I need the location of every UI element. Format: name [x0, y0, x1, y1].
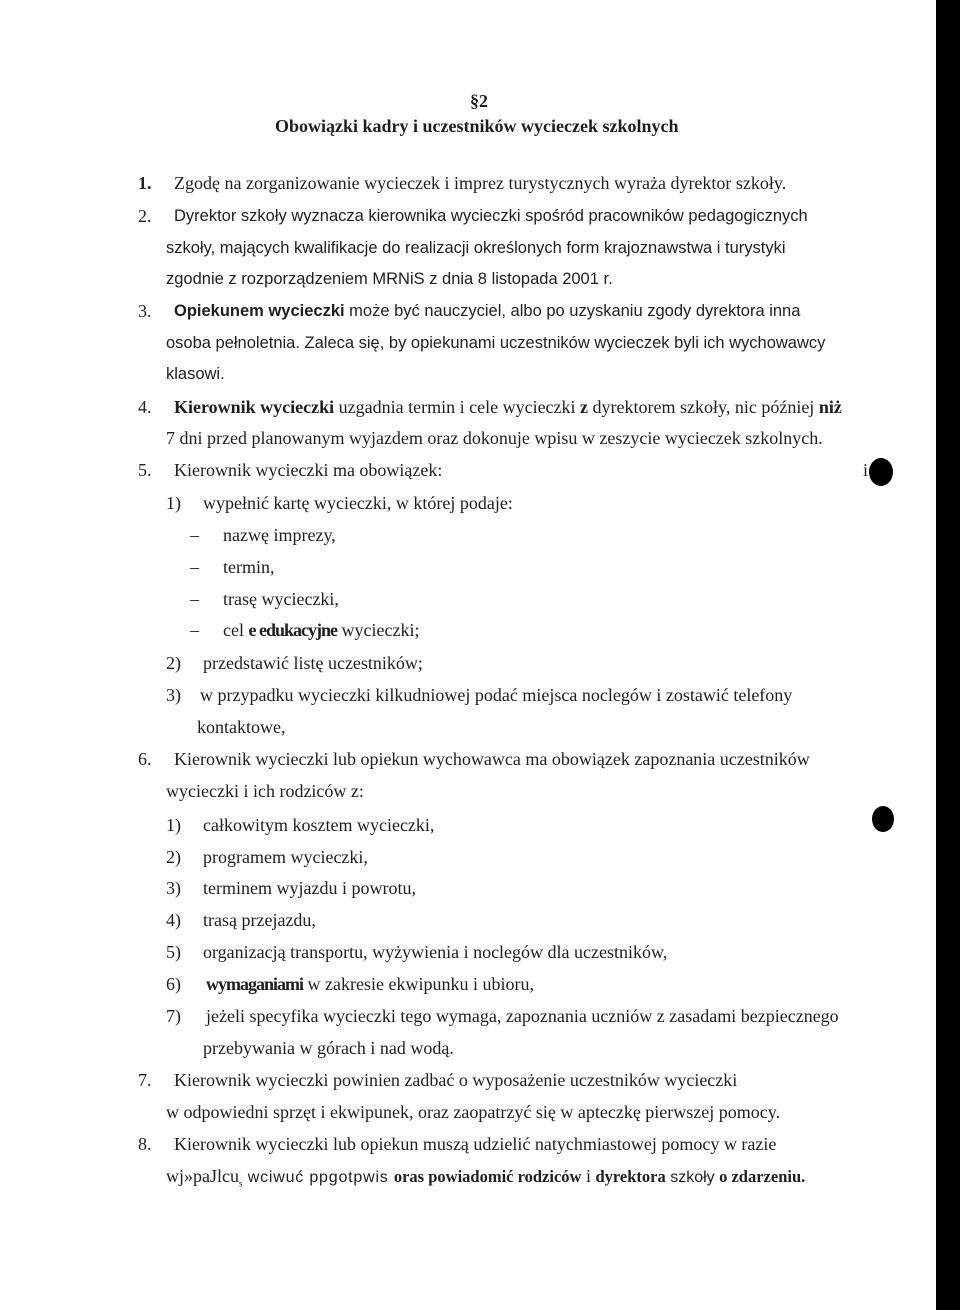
item-number: 2) — [166, 653, 181, 673]
item-number: 8. — [138, 1134, 152, 1154]
paragraph-6-line-1: Kierownik wycieczki lub opiekun wychowawca ma obowiązek zapoznania uczestników — [174, 749, 810, 769]
paragraph-6-line-2: wycieczki i ich rodziców z: — [166, 781, 364, 801]
paragraph-7-line-2: w odpowiedni sprzęt i ekwipunek, oraz zaopatrzyć się w apteczkę pierwszej pomocy. — [166, 1102, 781, 1122]
dash-bullet: – — [190, 620, 199, 640]
item-number: 1. — [138, 173, 152, 193]
list-item: całkowitym kosztem wycieczki, — [203, 815, 435, 835]
bold-text: Kierownik wycieczki — [174, 397, 335, 417]
bold-text: oras powiadomić rodziców — [393, 1167, 582, 1186]
item-number: 7) — [166, 1006, 181, 1026]
list-item: trasą przejazdu, — [203, 910, 316, 930]
item-number: 7. — [138, 1070, 152, 1090]
paragraph-5: Kierownik wycieczki ma obowiązek: — [174, 460, 443, 480]
list-item: terminem wyjazdu i powrotu, — [203, 878, 416, 898]
text: uzgadnia termin i cele wycieczki — [334, 397, 581, 417]
paragraph-2-line-2: szkoły, mających kwalifikacje do realizacji określonych form krajoznawstwa i turystyki — [166, 239, 786, 257]
bold-text: Opiekunem wycieczki — [174, 302, 345, 320]
dash-bullet: – — [190, 525, 199, 545]
punch-hole-mark — [872, 806, 894, 832]
item-number: 6. — [138, 749, 152, 769]
dash-bullet: – — [190, 557, 199, 577]
paragraph-1: Zgodę na zorganizowanie wycieczek i imprez turystycznych wyraża dyrektor szkoły. — [174, 173, 787, 193]
text: cel — [223, 620, 249, 640]
text: wycieczki; — [336, 620, 420, 640]
list-item: przedstawić listę uczestników; — [203, 653, 423, 673]
item-number: 5) — [166, 942, 181, 962]
paragraph-8-line-2 — [166, 1165, 805, 1195]
list-item-line-1: w przypadku wycieczki kilkudniowej podać miejsca noclegów i zostawić telefony — [200, 685, 793, 705]
paragraph-2-line-1: Dyrektor szkoły wyznacza kierownika wycieczki spośród pracowników pedagogicznych — [174, 207, 808, 225]
item-number: 5. — [138, 460, 152, 480]
list-item-line-2: kontaktowe, — [197, 717, 286, 737]
item-number: 2) — [166, 847, 181, 867]
list-item: wypełnić kartę wycieczki, w której podaje: — [203, 493, 513, 513]
paragraph-4-line-2: 7 dni przed planowanym wyjazdem oraz dokonuje wpisu w zeszycie wycieczek szkolnych. — [166, 428, 823, 448]
bold-text: niż — [818, 397, 842, 417]
item-number: 6) — [166, 974, 181, 994]
item-number: 2. — [138, 206, 152, 226]
list-item-line-1: jeżeli specyfika wycieczki tego wymaga, zapoznania uczniów z zasadami bezpiecznego — [206, 1006, 839, 1026]
page-title: Obowiązki kadry i uczestników wycieczek szkolnych — [275, 116, 679, 136]
bold-text: e edukacyjne — [248, 620, 337, 640]
item-number: 3) — [166, 878, 181, 898]
paragraph-4-line-1 — [174, 396, 842, 418]
scan-edge-bar — [936, 0, 960, 1310]
item-number: 4. — [138, 397, 152, 417]
item-number: 3. — [138, 301, 152, 321]
list-item: programem wycieczki, — [203, 847, 368, 867]
section-number: §2 — [470, 91, 488, 111]
text: szkoły — [665, 1169, 720, 1186]
list-item: organizacją transportu, wyżywienia i noclegów dla uczestników, — [203, 942, 668, 962]
paragraph-8-line-1: Kierownik wycieczki lub opiekun muszą udzielić natychmiastowej pomocy w razie — [174, 1134, 777, 1154]
paragraph-7-line-1: Kierownik wycieczki powinien zadbać o wyposażenie uczestników wycieczki — [174, 1070, 738, 1090]
paragraph-3-line-1 — [174, 300, 800, 322]
text: wj»paJlcu — [166, 1166, 239, 1186]
text: i — [581, 1166, 596, 1186]
bold-text: z — [580, 397, 589, 417]
text: może być nauczyciel, albo po uzyskaniu zgody dyrektora inna — [344, 302, 801, 320]
sub-list-item: termin, — [223, 557, 275, 577]
bold-text: o zdarzeniu. — [719, 1167, 806, 1186]
margin-mark: i — [863, 460, 869, 480]
dash-bullet: – — [190, 589, 199, 609]
list-item-line-2: przebywania w górach i nad wodą. — [203, 1038, 454, 1058]
paragraph-2-line-3: zgodnie z rozporządzeniem MRNiS z dnia 8 listopada 2001 r. — [166, 270, 613, 288]
item-number: 1) — [166, 815, 181, 835]
text: wciwuć ppgotpwis — [242, 1169, 394, 1186]
text: dyrektorem szkoły, nic później — [588, 397, 819, 417]
bold-text: wymaganiami — [206, 974, 303, 994]
subscript-text: s — [238, 1178, 243, 1189]
item-number: 1) — [166, 493, 181, 513]
sub-list-item: trasę wycieczki, — [223, 589, 339, 609]
sub-list-item — [223, 619, 419, 641]
text: w zakresie ekwipunku i ubioru, — [303, 974, 534, 994]
paragraph-3-line-3: klasowi. — [166, 365, 225, 383]
list-item — [206, 973, 534, 995]
paragraph-3-line-2: osoba pełnoletnia. Zaleca się, by opiekunami uczestników wycieczek byli ich wychowawcy — [166, 334, 826, 352]
item-number: 4) — [166, 910, 181, 930]
punch-hole-mark — [869, 458, 893, 486]
item-number: 3) — [166, 685, 181, 705]
sub-list-item: nazwę imprezy, — [223, 525, 336, 545]
bold-text: dyrektora — [595, 1167, 666, 1186]
